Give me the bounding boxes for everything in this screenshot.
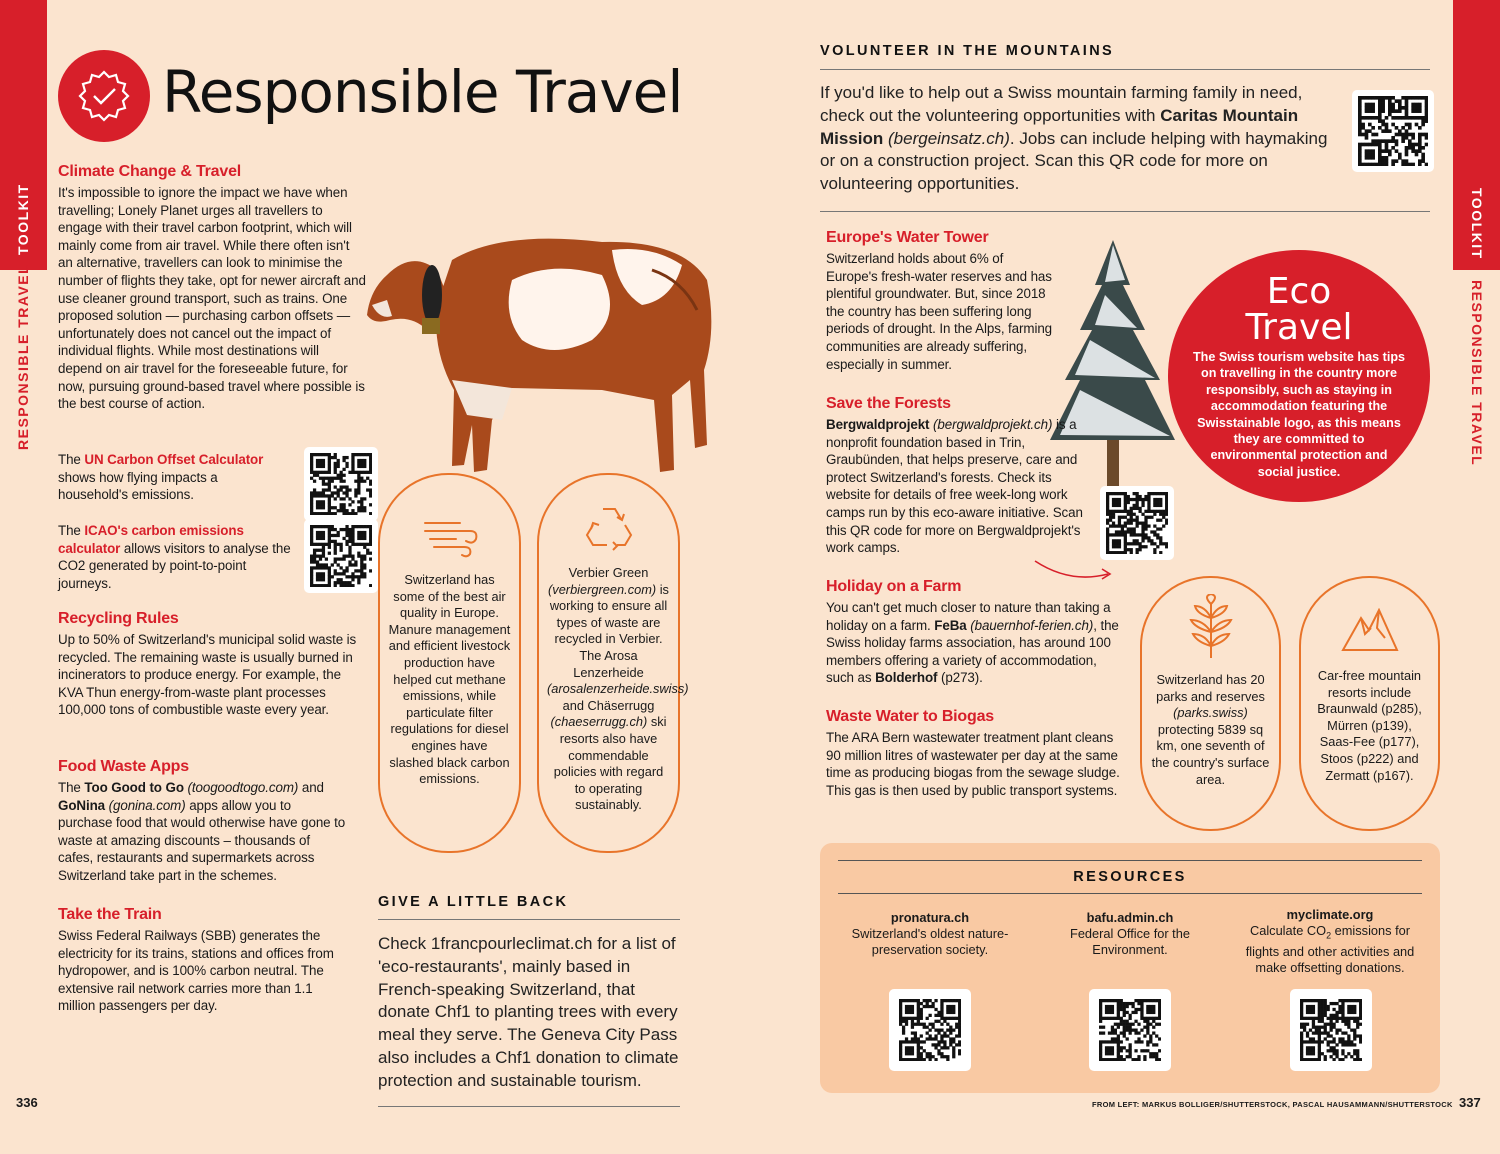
give-back-kicker: GIVE A LITTLE BACK — [378, 894, 569, 910]
divider — [838, 860, 1422, 861]
climate-section — [58, 163, 366, 413]
verbier-green-pill — [537, 473, 689, 853]
qr-code-icon[interactable] — [304, 519, 378, 593]
qr-code-icon[interactable] — [1089, 989, 1171, 1071]
volunteer-kicker: VOLUNTEER IN THE MOUNTAINS — [820, 43, 1115, 59]
verbier-text: Verbier Green (verbiergreen.com) is working to ensure all types of waste are recycled in Verbier. The Arosa Lenzerheide (arosalenzerheide.swiss) and Chäserrugg (chaeserrugg.ch) ski resorts also have commendable policies with regard to operating sustainably. — [547, 565, 689, 813]
qr-code-icon[interactable] — [1100, 486, 1174, 560]
biogas-text: The ARA Bern wastewater treatment plant cleans 90 million litres of wastewater per day at the same time as producing biogas from the sewage sludge. This gas is then used by public transport systems. — [826, 730, 1120, 798]
eco-title-2: Travel — [1245, 307, 1353, 348]
air-quality-pill — [378, 473, 521, 853]
train-text: Swiss Federal Railways (SBB) generates the electricity for its trains, stations and offices from hydropower, and is 100% carbon neutral. The extensive rail network carries more than 1.1 million passengers per day. — [58, 928, 334, 1014]
farm-heading: Holiday on a Farm — [826, 578, 962, 595]
left-sidebar — [0, 0, 47, 1154]
recycle-icon — [581, 503, 637, 553]
right-sidebar — [1453, 0, 1500, 1154]
volunteer-text: If you'd like to help out a Swiss mountain farming family in need, check out the volunteering opportunities with Caritas Mountain Mission (bergeinsatz.ch). Jobs can include helping with haymaking or on a construction project. Scan this QR code for more on volunteering opportunities. — [820, 83, 1328, 194]
un-calculator-link[interactable]: UN Carbon Offset Calculator — [84, 452, 264, 467]
checkmark-badge-icon — [58, 50, 150, 142]
eco-travel-callout — [1168, 250, 1430, 502]
left-section-label: RESPONSIBLE TRAVEL — [15, 263, 31, 450]
divider — [378, 919, 680, 920]
give-back-text: Check 1francpourleclimat.ch for a list of 'eco-restaurants', mainly based in French-speaking Switzerland, that donate Chf1 to planting trees with every meal they serve. The Geneva City Pass also includes a Chf1 donation to climate protection and sustainable tourism. — [378, 934, 679, 1090]
recycling-heading: Recycling Rules — [58, 610, 179, 627]
car-free-text: Car-free mountain resorts include Braunwald (p285), Mürren (p139), Saas-Fee (p177), Stoos (p222) and Zermatt (p167). — [1317, 668, 1422, 783]
cow-photo — [352, 220, 722, 485]
resource-item — [840, 910, 1020, 958]
water-tower-heading: Europe's Water Tower — [826, 229, 989, 246]
eco-title-1: Eco — [1266, 271, 1332, 312]
train-section — [58, 906, 348, 1015]
leaf-icon — [1189, 594, 1233, 660]
qr-code-icon[interactable] — [1290, 989, 1372, 1071]
resource-desc: Switzerland's oldest nature-preservation society. — [851, 926, 1009, 957]
biogas-section — [826, 708, 1126, 799]
resources-heading: RESOURCES — [1073, 869, 1187, 885]
divider — [378, 1106, 680, 1107]
water-tower-text: Switzerland holds about 6% of Europe's fresh-water reserves and has plentiful groundwater. But, since 2018 the country has been suffering long periods of drought. In the Alps, farming communities are already suffering, especially in summer. — [826, 251, 1053, 372]
mountain-icon — [1341, 608, 1399, 652]
qr-code-icon[interactable] — [1352, 90, 1434, 172]
farm-section — [826, 578, 1126, 687]
forests-heading: Save the Forests — [826, 395, 951, 412]
water-tower-section — [826, 229, 1056, 373]
parks-text: Switzerland has 20 parks and reserves (parks.swiss) protecting 5839 sq km, one seventh of the country's surface area. — [1151, 672, 1270, 787]
eco-text: The Swiss tourism website has tips on travelling in the country more responsibly, such as staying in accommodation featuring the Swisstainable logo, as this means they are committed to environmental protection and social justice. — [1192, 350, 1406, 479]
right-tab-label: TOOLKIT — [1469, 188, 1485, 260]
car-free-pill — [1299, 576, 1440, 831]
recycling-section — [58, 610, 366, 719]
food-waste-text: The Too Good to Go (toogoodtogo.com) and GoNina (gonina.com) apps allow you to purchase food that would otherwise have gone to waste at amazing discounts – thousands of cafes, restaurants and supermarkets across Switzerland take part in the schemes. — [58, 780, 346, 883]
page-title: Responsible Travel — [162, 58, 683, 126]
climate-text: It's impossible to ignore the impact we have when travelling; Lonely Planet urges all travellers to engage with their travel carbon footprint, which will mainly come from air travel. While there often isn't an alternative, travellers can look to minimise the number of flights they take, opt for newer aircraft and use cleaner ground transport, such as trains. One proposed solution — purchasing carbon offsets — unfortunately does not cancel out the impact of individual flights. While most destinations will depend on air travel for the foreseeable future, for now, pursuing ground-based travel where possible is the best course of action. — [58, 185, 366, 412]
photo-credits: FROM LEFT: MARKUS BOLLIGER/SHUTTERSTOCK, PASCAL HAUSAMMANN/SHUTTERSTOCK — [1092, 1100, 1453, 1109]
farm-text: You can't get much closer to nature than taking a holiday on a farm. FeBa (bauernhof-ferien.ch), the Swiss holiday farms association, has around 100 members offering a variety of accommodation, such as Bolderhof (p273). — [826, 600, 1119, 686]
resource-item — [1240, 907, 1420, 976]
resource-item — [1040, 910, 1220, 958]
forests-text: Bergwaldprojekt (bergwaldprojekt.ch) is a nonprofit foundation based in Trin, Graubünden, that helps preserve, care and protect Switzerland's forests. Check its website for details of free week-long work camps run by this eco-aware initiative. Scan this QR code for more on Bergwaldprojekt's work camps. — [826, 417, 1083, 556]
icao-calculator-text: The ICAO's carbon emissions calculator allows visitors to analyse the CO2 generated by point-to-point journeys. — [58, 523, 291, 591]
resource-desc: Federal Office for the Environment. — [1070, 926, 1190, 957]
icao-calculator-link[interactable]: ICAO's carbon emissions calculator — [58, 523, 244, 556]
train-heading: Take the Train — [58, 906, 162, 923]
divider — [820, 211, 1430, 212]
page-number-right: 337 — [1459, 1095, 1481, 1110]
food-waste-section — [58, 758, 348, 885]
page-number-left: 336 — [16, 1095, 38, 1110]
resource-site[interactable]: bafu.admin.ch — [1086, 910, 1174, 925]
resource-site[interactable]: myclimate.org — [1286, 907, 1374, 922]
qr-code-icon[interactable] — [889, 989, 971, 1071]
resource-site[interactable]: pronatura.ch — [890, 910, 970, 925]
resources-box — [820, 843, 1440, 1093]
divider — [820, 69, 1430, 70]
parks-pill — [1140, 576, 1281, 831]
food-waste-heading: Food Waste Apps — [58, 758, 189, 775]
recycling-text: Up to 50% of Switzerland's municipal solid waste is recycled. The remaining waste is usually burned in incinerators to produce energy. For example, the KVA Thun energy-from-waste plant processes 100,000 tons of combustible waste every year. — [58, 632, 357, 718]
wind-icon — [420, 513, 480, 558]
biogas-heading: Waste Water to Biogas — [826, 708, 994, 725]
un-calculator-text: The UN Carbon Offset Calculator shows how flying impacts a household's emissions. — [58, 452, 264, 503]
right-section-label: RESPONSIBLE TRAVEL — [1469, 280, 1485, 467]
resource-desc: Calculate $CO_2$ emissions for flights and other activities and make offsetting donations. — [1245, 923, 1415, 975]
divider — [838, 893, 1422, 894]
air-quality-text: Switzerland has some of the best air quality in Europe. Manure management and efficient livestock production have helped cut methane emissions, while particulate filter regulations for diesel engines have slashed black carbon emissions. — [388, 572, 511, 787]
forests-section — [826, 395, 1088, 557]
left-tab-label: TOOLKIT — [15, 183, 31, 255]
climate-heading: Climate Change & Travel — [58, 163, 242, 180]
